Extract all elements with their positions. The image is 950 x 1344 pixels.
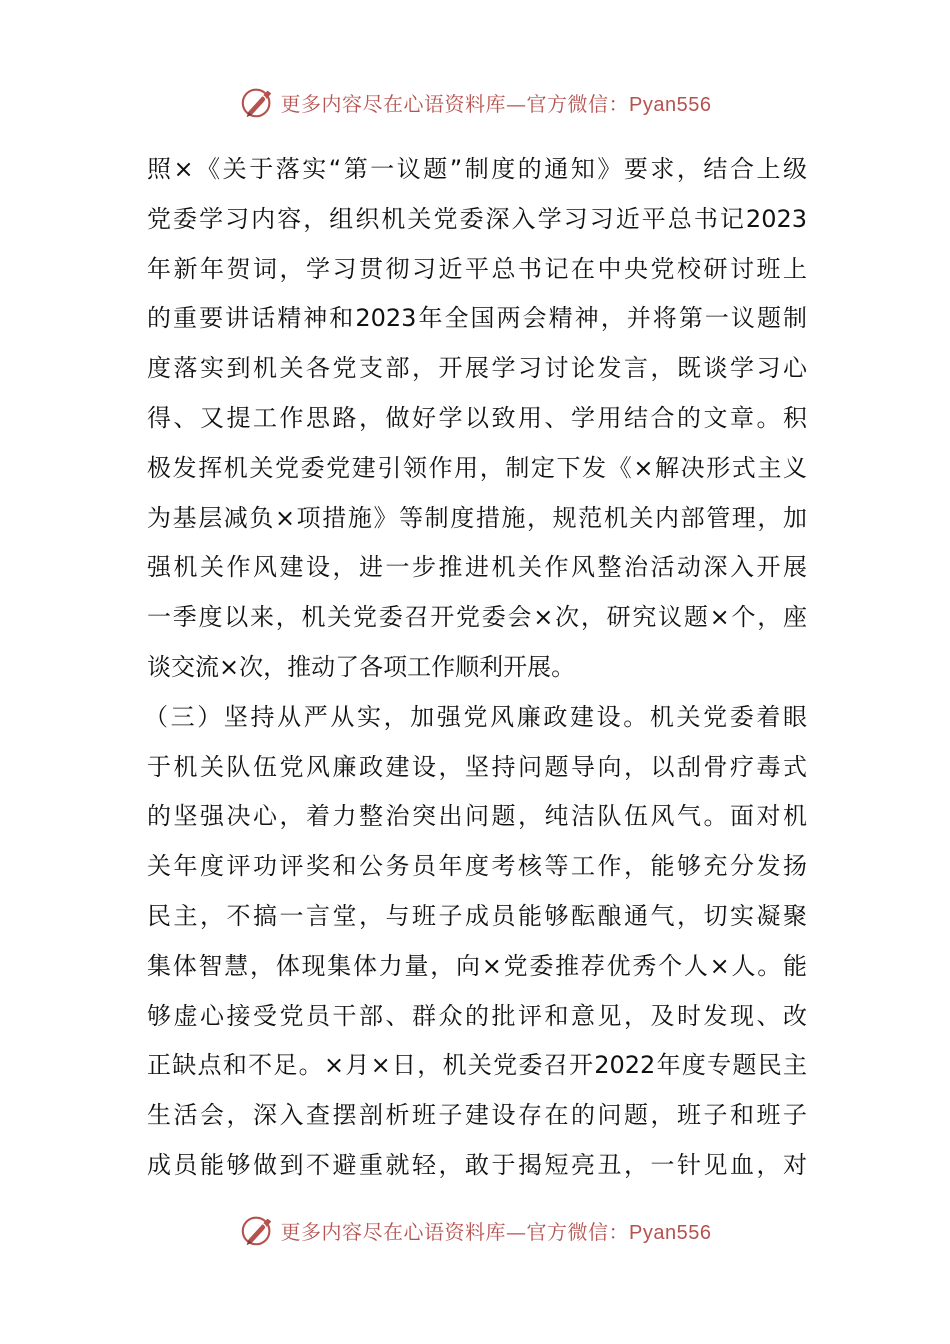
text-line: 正缺点和不足。×月×日，机关党委召开2022年度专题民主	[147, 1051, 807, 1080]
text-line: 谈交流×次，推动了各项工作顺利开展。	[147, 652, 576, 681]
document-body	[144, 145, 807, 1191]
section-heading-line: （三）坚持从严从实，加强党风廉政建设。机关党委着眼	[144, 702, 807, 731]
banner-text: 更多内容尽在心语资料库—官方微信：Pyan556	[280, 91, 712, 116]
wechat-id: Pyan556	[629, 93, 712, 116]
text-line: 党委学习内容，组织机关党委深入学习习近平总书记2023	[147, 204, 807, 233]
header-banner	[0, 82, 950, 122]
text-line: 的重要讲话精神和2023年全国两会精神，并将第一议题制	[147, 304, 807, 333]
text-line: 极发挥机关党委党建引领作用，制定下发《×解决形式主义	[147, 453, 807, 482]
pen-logo-icon	[239, 1211, 277, 1249]
text-line: 度落实到机关各党支部，开展学习讨论发言，既谈学习心	[147, 354, 807, 383]
text-line: 成员能够做到不避重就轻，敢于揭短亮丑，一针见血，对	[147, 1150, 807, 1179]
banner-text: 更多内容尽在心语资料库—官方微信：Pyan556	[280, 1219, 712, 1244]
footer-banner	[0, 1210, 950, 1250]
text-line: 关年度评功评奖和公务员年度考核等工作，能够充分发扬	[147, 852, 807, 881]
text-line: 年新年贺词，学习贯彻习近平总书记在中央党校研讨班上	[147, 254, 807, 283]
text-line: 于机关队伍党风廉政建设，坚持问题导向，以刮骨疗毒式	[147, 752, 807, 781]
text-line: 集体智慧，体现集体力量，向×党委推荐优秀个人×人。能	[147, 951, 807, 980]
text-line: 强机关作风建设，进一步推进机关作风整治活动深入开展	[147, 553, 807, 582]
text-line: 够虚心接受党员干部、群众的批评和意见，及时发现、改	[147, 1001, 807, 1030]
text-line: 照×《关于落实“第一议题”制度的通知》要求，结合上级	[147, 155, 807, 183]
text-line: 为基层减负×项措施》等制度措施，规范机关内部管理，加	[147, 503, 807, 532]
text-line: 生活会，深入查摆剖析班子建设存在的问题，班子和班子	[147, 1101, 807, 1130]
text-line: 民主，不搞一言堂，与班子成员能够酝酿通气，切实凝聚	[147, 901, 807, 930]
text-line: 的坚强决心，着力整治突出问题，纯洁队伍风气。面对机	[147, 802, 807, 831]
pen-logo-icon	[239, 83, 277, 121]
text-line: 一季度以来，机关党委召开党委会×次，研究议题×个，座	[147, 603, 807, 632]
text-line: 得、又提工作思路，做好学以致用、学用结合的文章。积	[147, 403, 807, 432]
wechat-id: Pyan556	[629, 1221, 712, 1244]
